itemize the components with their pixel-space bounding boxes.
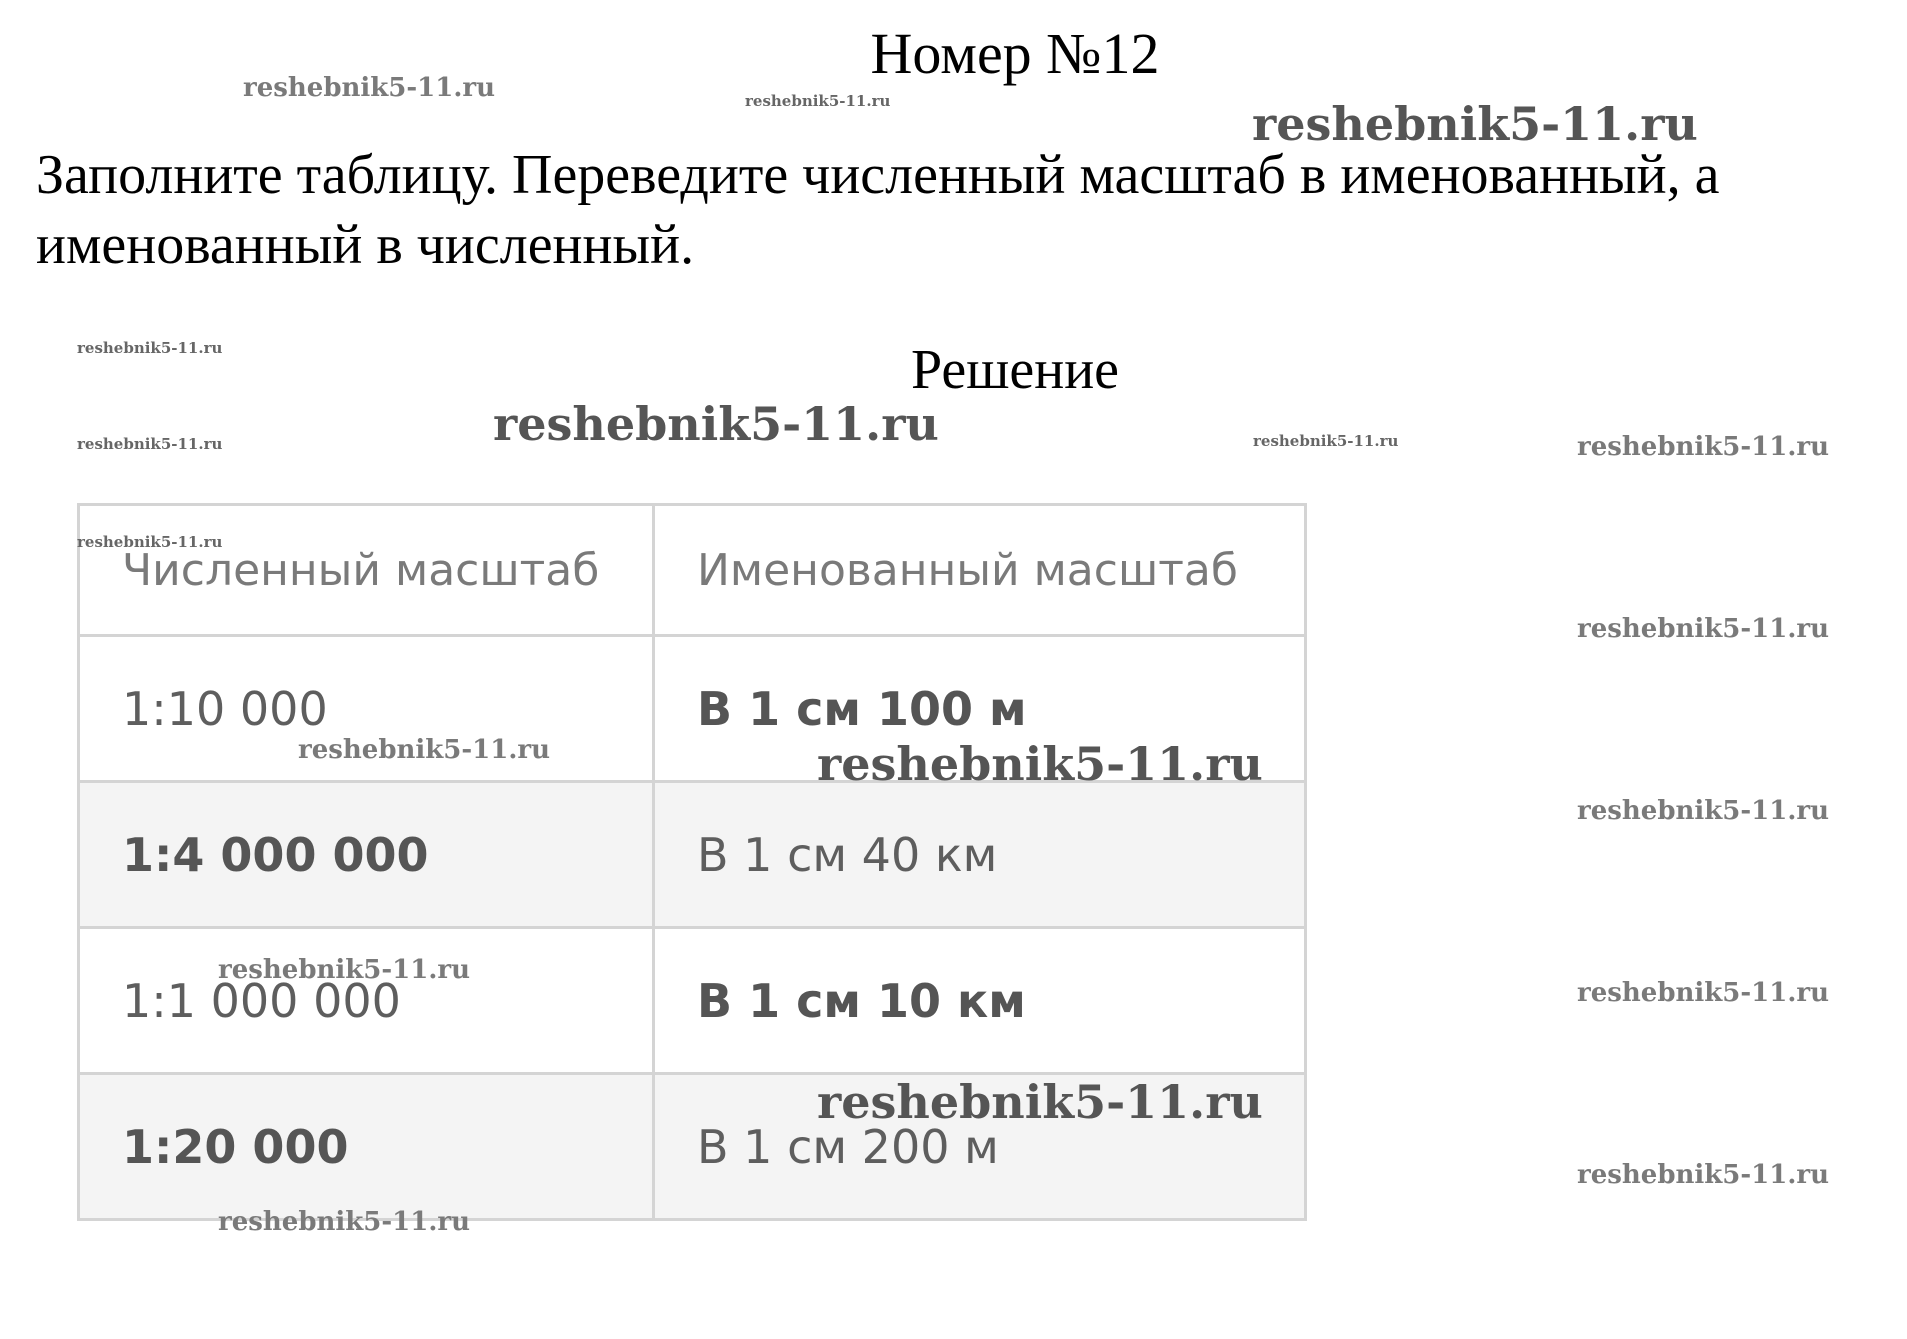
watermark: reshebnik5-11.ru (1577, 432, 1830, 462)
watermark: reshebnik5-11.ru (77, 435, 223, 453)
numeric-scale-cell: 1:1 000 000 (79, 928, 654, 1074)
watermark: reshebnik5-11.ru (298, 735, 551, 765)
watermark: reshebnik5-11.ru (1252, 97, 1698, 151)
watermark: reshebnik5-11.ru (77, 339, 223, 357)
watermark: reshebnik5-11.ru (218, 955, 471, 985)
watermark: reshebnik5-11.ru (1577, 1160, 1830, 1190)
named-scale-cell: В 1 см 100 м (654, 636, 1306, 782)
watermark: reshebnik5-11.ru (1577, 614, 1830, 644)
numeric-scale-cell: 1:20 000 (79, 1074, 654, 1220)
watermark: reshebnik5-11.ru (493, 397, 939, 451)
named-scale-cell: В 1 см 10 км (654, 928, 1306, 1074)
table-header-row (79, 505, 1306, 636)
task-text: Заполните таблицу. Переведите численный масштаб в именованный, а именованный в численный. (36, 144, 1720, 276)
table-row (79, 782, 1306, 928)
watermark: reshebnik5-11.ru (1577, 796, 1830, 826)
watermark: reshebnik5-11.ru (243, 73, 496, 103)
named-scale-cell: В 1 см 40 км (654, 782, 1306, 928)
named-scale-cell: В 1 см 200 м (654, 1074, 1306, 1220)
watermark: reshebnik5-11.ru (817, 1075, 1263, 1129)
numeric-scale-cell: 1:4 000 000 (79, 782, 654, 928)
page-title: Номер №12 (870, 21, 1160, 86)
watermark: reshebnik5-11.ru (1577, 978, 1830, 1008)
header-numeric-scale: Численный масштаб (79, 505, 654, 636)
watermark: reshebnik5-11.ru (77, 533, 223, 551)
watermark: reshebnik5-11.ru (1253, 432, 1399, 450)
header-named-scale: Именованный масштаб (654, 505, 1306, 636)
watermark: reshebnik5-11.ru (817, 737, 1263, 791)
solution-heading: Решение (910, 339, 1120, 401)
table-row (79, 928, 1306, 1074)
watermark: reshebnik5-11.ru (745, 92, 891, 110)
numeric-scale-cell: 1:10 000 (79, 636, 654, 782)
watermark: reshebnik5-11.ru (218, 1207, 471, 1237)
